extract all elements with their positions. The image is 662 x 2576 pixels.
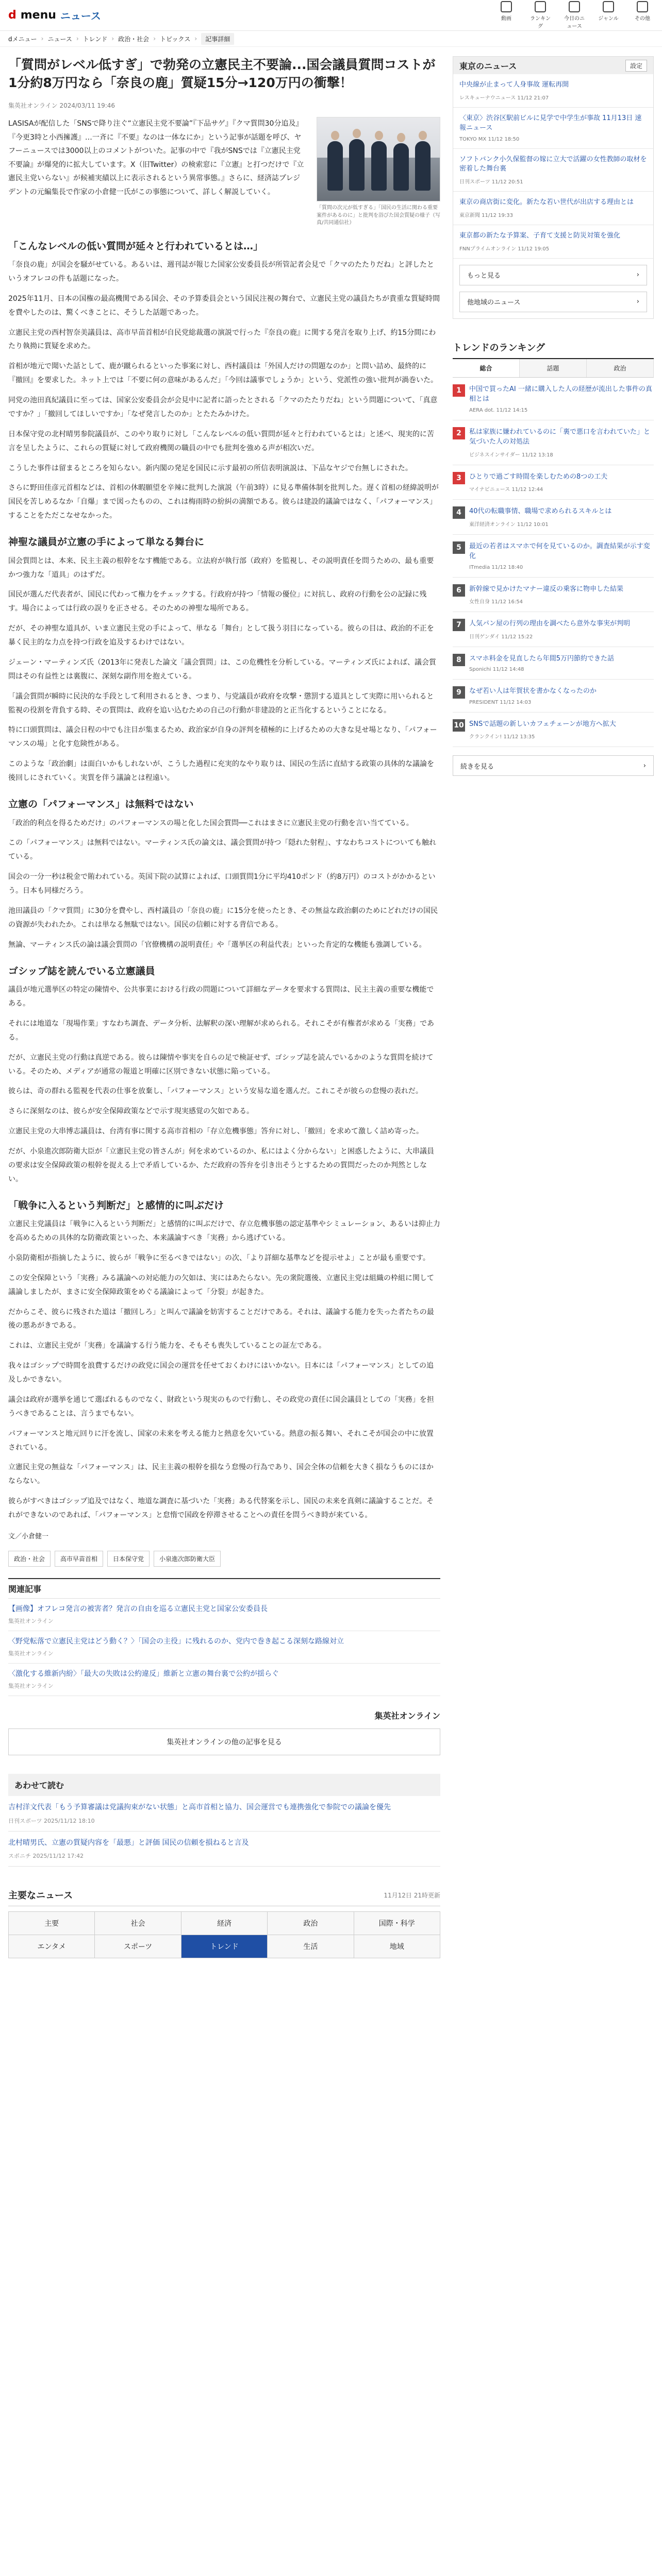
tokyo-more-button[interactable]: もっと見る ›: [459, 265, 647, 285]
ranking-source: クランクイン! 11/12 13:35: [469, 734, 535, 740]
ranking-number: 2: [453, 427, 465, 439]
category-4[interactable]: 国際・科学: [354, 1912, 440, 1935]
ranking-body: [469, 654, 614, 673]
breadcrumb-item-dmenu[interactable]: dメニュー: [8, 35, 37, 43]
tokyo-news-title: 東京のニュース: [459, 61, 517, 71]
chevron-right-icon: ›: [643, 761, 646, 770]
tokyo-news-list: [453, 74, 653, 259]
author-signature: 文／小倉健一: [8, 1532, 49, 1540]
article-paragraph: 議会は政府が選挙を通じて選ばれるものでなく、財政という現実のもので行動し、その政党の責任に国会議員としての「実務」を担うべきであることは、言うまでもない。: [8, 1395, 434, 1418]
publisher-name: 集英社オンライン: [374, 1710, 440, 1721]
tokyo-news-source: TOKYO MX 11/12 18:50: [459, 136, 520, 142]
section-title: 「戦争に入るという判断だ」と感情的に叫ぶだけ: [8, 1199, 224, 1211]
breadcrumb-item-news[interactable]: ニュース: [47, 35, 72, 43]
related-item[interactable]: [8, 1664, 440, 1696]
ranking-body: [469, 472, 607, 493]
photo-caption: 「質問の次元が低すぎる」「国民の生活に関わる重要案件があるのに」と批判を浴びた国会質疑の様子（写真/共同通信社）: [317, 205, 440, 226]
ranking-item[interactable]: [453, 378, 654, 420]
ranking-title: 新幹線で見かけたマナー違反の乗客に物申した結果: [469, 585, 624, 593]
publisher-more-button[interactable]: 集英社オンラインの他の記事を見る: [8, 1728, 440, 1755]
ranking-body: [469, 686, 597, 705]
ranking-heading: トレンドのランキング: [453, 335, 654, 359]
area-setting-button[interactable]: 設定: [625, 60, 647, 72]
ranking-title: 最近の若者はスマホで何を見ているのか。調査結果が示す変化: [469, 542, 650, 561]
category-9[interactable]: 地域: [354, 1935, 440, 1958]
article-lead: LASISAが配信した「SNSで降り注ぐ“立憲民主党不要論”『下品サゲ』『クマ質問30分追及』『今更3時と小西擁護』…一斉に『不要』なのは一体なにか」という記事が話題を呼び、ヤフーニュースでは3000以上のコメントがついた。記事の中で『我がSNSでは『立憲民主党 不要論』が爆発的に拡大しています。X（旧Twitter）の検索窓に『立憲』と打つだけで『立憲民主党いらない』が候補実績以上に表示されるという異常事態。』さらに、経済誌プレジデントの元編集長で作家の小倉健一氏がこの事態について、詳しく解説していく。: [8, 120, 304, 196]
ranking-number: 7: [453, 619, 465, 631]
ranking-source: AERA dot. 11/12 14:15: [469, 407, 528, 413]
related-list: [8, 1599, 440, 1696]
nav-genre[interactable]: ジャンル: [597, 1, 620, 29]
category-6[interactable]: スポーツ: [95, 1935, 181, 1958]
article-tags: [8, 1551, 440, 1567]
ranking-title: スマホ料金を見直したら年間5万円節約できた話: [469, 654, 615, 663]
article-paragraph: 無論、マーティンス氏の論は議会質問の「官僚機構の説明責任」や「選挙区の利益代表」といった肯定的な機能も強調している。: [8, 940, 426, 949]
article-photo: [317, 117, 440, 227]
recommend-heading: あわせて読む: [8, 1774, 440, 1796]
related-title: 〈野党転落で立憲民主党はどう動く？〉「国会の主役」に残れるのか、党内で巻き起こる深刻な路線対立: [8, 1637, 344, 1646]
article-title: 「質問がレベル低すぎ」で勃発の立憲民主不要論...国会議員質問コストが1分約8万円なら「奈良の鹿」質疑15分→120万円の衝撃！: [8, 57, 436, 90]
ranking-title: SNSで話題の新しいカフェチェーンが地方へ拡大: [469, 720, 616, 728]
related-item[interactable]: [8, 1599, 440, 1631]
article-paragraph: これは、立憲民主党が「実務」を議論する行う能力を、そもそも喪失していることの証左である。: [8, 1342, 326, 1350]
tokyo-news-source: 日刊スポーツ 11/12 20:51: [459, 179, 523, 185]
tag-takaichi[interactable]: 高市早苗首相: [55, 1551, 103, 1567]
ranking-source: マイナビニュース 11/12 12:44: [469, 487, 543, 493]
ranking-title: なぜ若い人は年賀状を書かなくなったのか: [469, 687, 597, 696]
ranking-number: 5: [453, 541, 465, 554]
article-paragraph: 我々はゴシップで時間を浪費するだけの政党に国会の運営を任せておくわけにはいかない。日本には「パフォーマンス」としての追及しかできない。: [8, 1362, 434, 1384]
article-paragraph: 「奈良の鹿」が国会を騒がせている。あるいは、週刊誌が報じた国家公安委員長が所管記者会見で「クマのたたりだね」と評したというオフレコの件も話題になった。: [8, 261, 434, 283]
article-paragraph: 「政治的利点を得るためだけ」のパフォーマンスの場と化した国会質問──これはまさに立憲民主党の行動を言い当てている。: [8, 819, 413, 827]
article-paragraph: 国会の一分一秒は税金で賄われている。英国下院の試算によれば、口頭質問1分に平均410ポンド（約8万円）のコストがかかるという。日本も同様だろう。: [8, 873, 436, 895]
ranking-source: ITmedia 11/12 18:40: [469, 564, 523, 570]
article-paragraph: それには地道な「現場作業」すなわち調査、データ分析、法解釈の深い理解が求められる。それこそが有権者が求める「実務」である。: [8, 1019, 434, 1042]
sidebar: [453, 56, 654, 1958]
related-source: 集英社オンライン: [8, 1650, 54, 1657]
ranking-number: 10: [453, 719, 465, 732]
related-source: 集英社オンライン: [8, 1617, 54, 1624]
ranking-body: [469, 506, 611, 528]
article-paragraph: 同党の池田真紀議員に至っては、国家公安委員会が会見中に記者に語ったとされる「クマのたたりだね」という問題について、「真意ですか？」「撤回してほしいですか」「なぜ発言したのか」とたたみかけた。: [8, 396, 438, 418]
article-paragraph: だからこそ、彼らに残された道は「撤回しろ」と叫んで議論を妨害することだけである。それは、議論する能力を失った者たちの最後の悪あがきである。: [8, 1308, 434, 1330]
ranking-list: [453, 378, 654, 748]
section-title: ゴシップ誌を読んでいる立憲議員: [8, 965, 155, 977]
news-categories: [8, 1911, 440, 1958]
ranking-item[interactable]: [453, 578, 654, 613]
ranking-number: 9: [453, 686, 465, 699]
chevron-right-icon: ›: [636, 271, 639, 279]
ranking-source: 東洋経済オンライン 11/12 10:01: [469, 521, 549, 528]
breadcrumb-item-topics[interactable]: トピックス: [160, 35, 191, 43]
chevron-right-icon: ›: [111, 35, 114, 42]
site-logo[interactable]: [8, 8, 101, 23]
tab-overall[interactable]: 総合: [453, 359, 520, 377]
article-paragraph: 首相が地元で聞いた話として、鹿が蹴られるといった事案に対し、西村議員は「外国人だけの問題なのか」と問い詰め、最終的に『撤回』を要求した。ネット上では「不要に何の意味があるんだ」「今回は議事でしょうか」という、党派性の強い批判が渦巻いた。: [8, 362, 438, 385]
ranking-title: 人気パン屋の行列の理由を調べたら意外な事実が判明: [469, 620, 631, 628]
news-icon: [569, 1, 580, 12]
category-3[interactable]: 政治: [268, 1912, 354, 1935]
article-paragraph: 立憲民主党議員は「戦争に入るという判断だ」と感情的に叫ぶだけで、存立危機事態の認定基準やシミュレーション、あるいは抑止力を高めるための具体的な防衛政策といった、本来議論すべき「実務」から逃げている。: [8, 1220, 440, 1243]
article-paragraph: 池田議員の「クマ質問」に30分を費やし、西村議員の「奈良の鹿」に15分を使ったとき、その無益な政治劇のためにどれだけの国民の資源が失われたか。これは単なる無駄ではない。国民の信頼に対する背信である。: [8, 906, 438, 929]
ranking-item[interactable]: [453, 535, 654, 578]
major-news-time: 11月12日 21時更新: [384, 1891, 440, 1899]
photo-image: [317, 117, 440, 201]
article-paragraph: この「パフォーマンス」は無料ではない。マーティンス氏の論文は、議会質問が持つ「隠れた射程」、すなわちコストについても触れている。: [8, 839, 437, 861]
chevron-right-icon: ›: [76, 35, 79, 42]
ranking-title: 私は家族に嫌われているのに「裏で悪口を言われていた」と気づいた人の対処法: [469, 428, 651, 446]
article-main: [8, 56, 440, 1958]
ranking-title: ひとりで過ごす時間を楽しむための8つの工夫: [469, 472, 608, 481]
article-paragraph: ジェーン・マーティンズ氏（2013年に発表した論文「議会質問」は、この危機性を分析している。マーティンズ氏によれば、議会質問はその有益性とは裏腹に、深刻な副作用を抱えている。: [8, 658, 436, 681]
article-paragraph: パフォーマンスと地元回りに汗を流し、国家の未来を考える能力と熱意を欠いている。熱意の振る舞い、それこそが国会の中に放置されている。: [8, 1429, 434, 1452]
breadcrumb-item-trend[interactable]: トレンド: [82, 35, 108, 43]
category-7[interactable]: トレンド: [181, 1935, 268, 1958]
ranking-source: ビジネスインサイダー 11/12 13:18: [469, 452, 553, 458]
article-paragraph: 立憲民主党の大串博志議員は、台湾有事に関する高市首相の「存立危機事態」答弁に対し、「撤回」を求めて激しく詰め寄った。: [8, 1127, 423, 1136]
chevron-right-icon: ›: [153, 35, 156, 42]
ranking-body: [469, 384, 654, 413]
ranking-body: [469, 541, 654, 570]
article-paragraph: 議員が地元選挙区の特定の陳情や、公共事業における行政の問題について詳細なデータを要求する質問は、民主主義の重要な機能である。: [8, 986, 434, 1008]
tokyo-news-source: FNNプライムオンライン 11/12 19:05: [459, 246, 550, 252]
major-news-header: [8, 1888, 440, 1906]
breadcrumb-item-politics[interactable]: 政治・社会: [118, 35, 150, 43]
article-paragraph: 日本保守党の北村晴男参院議員が、このやり取りに対し「こんなレベルの低い質問が延々と行われているとは」と述べ、現実的に苦言を呈したように、これらの質疑に対して政府機関の職員の中でも批判を強める声が相次いだ。: [8, 430, 434, 452]
tab-topic[interactable]: 話題: [520, 359, 587, 377]
ranking-source: 日刊ゲンダイ 11/12 15:22: [469, 634, 533, 640]
article-body: [8, 240, 440, 1522]
tokyo-news-item[interactable]: [453, 108, 653, 149]
tokyo-news-title: ソフトバンク小久保監督の嫁に立大で活躍の女性教師の取材を密着した舞台裏: [459, 155, 647, 173]
ranking-item[interactable]: [453, 465, 654, 500]
recommend-title: 北村晴男氏、立憲の質疑内容を「最悪」と評価 国民の信頼を損ねると言及: [8, 1838, 249, 1847]
tag-hoshuto[interactable]: 日本保守党: [107, 1551, 150, 1567]
article-paragraph: このような「政治劇」は面白いかもしれないが、こうした過程に充実的なやり取りは、国民の生活に直結する政策の具体的な議論を後回しにされていく。実質を伴う議論とは程遠い。: [8, 760, 434, 783]
tokyo-news-item[interactable]: [453, 225, 653, 259]
tokyo-news-title: 〈東京〉渋谷区駅前ビルに見学で中学生が事故 11月13日 速報ニュース: [459, 114, 642, 132]
other-area-button[interactable]: 他地域のニュース ›: [459, 292, 647, 312]
logo-d: d: [8, 9, 16, 22]
ranking-source: PRESIDENT 11/12 14:03: [469, 699, 532, 705]
tokyo-news-header: [453, 57, 653, 74]
ranking-tabs: [453, 359, 654, 378]
ranking-title: 40代の転職事情、職場で求められるスキルとは: [469, 507, 612, 516]
ranking-item[interactable]: [453, 420, 654, 465]
ranking-icon: [535, 1, 546, 12]
recommend-title: 吉村洋文代表「もう予算審議は党議拘束がない状態」と高市首相と協力、国会運営でも連携強化で参院での議論を優先: [8, 1803, 391, 1811]
section-title: 「こんなレベルの低い質問が延々と行われているとは…」: [8, 240, 263, 252]
ranking-item[interactable]: [453, 612, 654, 647]
ranking-number: 8: [453, 654, 465, 666]
article-paragraph: 小泉防衛相が指摘したように、彼らが「戦争に至るべきではない」の次、「より詳細な基準などを提示せよ」ことが最も重要です。: [8, 1253, 430, 1262]
article-paragraph: 2025年11月、日本の国権の最高機関である国会、その予算委員会という国民注視の舞台で、立憲民主党の議員たちが貴重な質疑時間を費やしたのは、驚くべきことに、そうした話題であった。: [8, 294, 440, 317]
nav-other[interactable]: その他: [631, 1, 654, 29]
tokyo-news-source: 東京新聞 11/12 19:33: [459, 213, 513, 219]
ranking-body: [469, 619, 630, 640]
ranking-box: [453, 335, 654, 776]
article-paragraph: 立憲民主党の無益な「パフォーマンス」は、民主主義の根幹を損なう怠慢の行為であり、国会全体の信頼を大きく損なうものにほかならない。: [8, 1463, 434, 1486]
tokyo-news-source: レスキューナウニュース 11/12 21:07: [459, 95, 549, 101]
ranking-body: [469, 427, 654, 458]
nav-today[interactable]: 今日のニュース: [563, 1, 586, 29]
logo-menu: menu: [20, 9, 56, 22]
tokyo-news-title: 東京の商店街に変化。新たな若い世代が出店する理由とは: [459, 198, 634, 207]
tokyo-news-box: [453, 56, 654, 319]
header-nav: [495, 1, 654, 29]
menu-icon: [637, 1, 648, 12]
related-title: 〈激化する維新内紛〉「最大の失敗は公約違反」維新と立憲の舞台裏で公約が揺らぐ: [8, 1669, 279, 1678]
ranking-source: 女性自身 11/12 16:54: [469, 599, 523, 605]
article-paragraph: さらに野田佳彦元首相などは、首相の休暇願望を辛辣に批判した演説（午前3時）に見る準備体制を批判した。遅く首相の経緯説明が国民を苦しめるなか「自爆」まで図ったものの、これは梅雨時の紛糾の満額である。彼らは建設的議論ではなく、「パフォーマンス」することをただこなせなかった。: [8, 484, 439, 520]
related-title: 【画像】オフレコ発言の被害者？発言の自由を巡る立憲民主党と国家公安委員長: [8, 1604, 268, 1613]
major-news-title: 主要なニュース: [8, 1890, 73, 1902]
tab-politics[interactable]: 政治: [587, 359, 654, 377]
recommend-item[interactable]: [8, 1832, 440, 1867]
ranking-number: 4: [453, 506, 465, 519]
article-lead-section: [8, 117, 440, 227]
site-header: [0, 0, 662, 31]
section-title: 神聖な議員が立憲の手によって単なる舞台に: [8, 536, 205, 548]
section-title: 立憲の「パフォーマンス」は無料ではない: [8, 798, 194, 810]
tokyo-news-item[interactable]: [453, 192, 653, 225]
category-2[interactable]: 経済: [181, 1912, 268, 1935]
article-paragraph: こうした事件は留まるところを知らない。新内閣の発足を国民に示す最初の所信表明演説は、下品なヤジで台無しにされた。: [8, 464, 412, 472]
category-5[interactable]: エンタメ: [9, 1935, 95, 1958]
article-paragraph: さらに深刻なのは、彼らが安全保障政策などで示す現実感覚の欠如である。: [8, 1107, 254, 1116]
tokyo-news-item[interactable]: [453, 74, 653, 108]
nav-ranking[interactable]: ランキング: [529, 1, 552, 29]
article-paragraph: だが、立憲民主党の行動は真逆である。彼らは陳情や事実を自らの足で検証せず、ゴシップ誌を読んでいるかのような質問を続けている。そのため、メディアが通常の報道と明確に区別できない状態に陥っている。: [8, 1053, 434, 1076]
category-8[interactable]: 生活: [268, 1935, 354, 1958]
article-paragraph: 「議会質問が瞬時に民決的な手段として利用されるとき、つまり、与党議員が政府を攻撃・懲罰する道具として実際に用いられると監視の役割を背負する時、その質問は、政府を追い込むための自己の行動が非建設的と正当化するということになる。: [8, 692, 434, 715]
related-heading: 関連記事: [8, 1578, 440, 1599]
chevron-right-icon: ›: [194, 35, 197, 42]
ranking-body: [469, 584, 623, 605]
tag-politics[interactable]: 政治・社会: [8, 1551, 51, 1567]
article-meta: 集英社オンライン 2024/03/11 19:46: [8, 102, 115, 109]
tokyo-news-title: 中央線が止まって人身事故 運転再開: [459, 81, 569, 89]
article-paragraph: だが、その神聖な道具が、いま立憲民主党の手によって、単なる「舞台」として扱う羽目になっている。彼らの目は、政治的不正を暴く民主的な力点を持つ行政を追及するわけではない。: [8, 624, 434, 647]
article-paragraph: 彼らがすべきはゴシップ追及ではなく、地道な調査に基づいた「実務」ある代替案を示し、国民の未来を真剣に議論することだ。それができないのであれば、「パフォーマンス」と怠惰で国政を停滞させることへの責任を問うべき時が来ている。: [8, 1497, 434, 1520]
tokyo-news-item[interactable]: [453, 149, 653, 192]
article-paragraph: 彼らは、奇の群れる監視を代表の仕事を放棄し、「パフォーマンス」という安易な道を選んだ。これこそが彼らの怠慢の表れだ。: [8, 1087, 423, 1096]
video-icon: [501, 1, 512, 12]
logo-news: ニュース: [60, 10, 101, 22]
breadcrumb-current: 記事詳細: [201, 33, 234, 45]
nav-video[interactable]: 動画: [495, 1, 518, 29]
recommend-item[interactable]: [8, 1796, 440, 1832]
chevron-right-icon: ›: [636, 298, 639, 306]
ranking-item[interactable]: [453, 500, 654, 535]
article-paragraph: 国会質問とは、本来、民主主義の根幹をなす機能である。立法府が執行部（政府）を監視し、その説明責任を問うための、最も重要かつ強力な「道具」のはずだ。: [8, 556, 434, 579]
ranking-item[interactable]: [453, 647, 654, 680]
ranking-number: 3: [453, 472, 465, 484]
article-paragraph: 立憲民主党の西村智奈美議員は、高市早苗首相が自民党総裁選の演説で行った『奈良の鹿』に関する発言を取り上げ、約15分間にわたり執拗に質疑を求めた。: [8, 328, 436, 351]
recommend-list: [8, 1796, 440, 1867]
breadcrumb: [0, 31, 662, 47]
genre-icon: [603, 1, 614, 12]
category-1[interactable]: 社会: [95, 1912, 181, 1935]
recommend-source: スポニチ 2025/11/12 17:42: [8, 1853, 84, 1860]
ranking-number: 1: [453, 384, 465, 397]
article-paragraph: だが、小泉進次郎防衛大臣が「立憲民主党の皆さんが」何を求めているのか、私にはよく分からない」と困惑したように、大串議員の要求は安全保障政策の根幹を捉える上で矛盾しているか、ただ政府の答弁を引き出そうとするための質問だったのか判然としない。: [8, 1147, 434, 1183]
article-paragraph: 国民が選んだ代表者が、国民に代わって権力をチェックする。行政府が持つ「情報の優位」に対抗し、政府の行動を公の記録に残す。場合によっては行政の誤りを正させる。そのための神聖な場所である。: [8, 590, 427, 613]
related-item[interactable]: [8, 1631, 440, 1664]
ranking-body: [469, 719, 616, 740]
article-paragraph: 特に口頭質問は、議会日程の中でも注目が集まるため、政治家が自身の評判を積極的に上げるための大きな見せ場となり、「パフォーマンスの場」と化す危険性がある。: [8, 726, 437, 749]
tokyo-news-title: 東京都の新たな予算案、子育て支援と防災対策を強化: [459, 232, 621, 240]
tag-koizumi[interactable]: 小泉進次郎防衛大臣: [154, 1551, 221, 1567]
category-0[interactable]: 主要: [9, 1912, 95, 1935]
recommend-source: 日刊スポーツ 2025/11/12 18:10: [8, 1817, 95, 1824]
ranking-source: Sponichi 11/12 14:48: [469, 667, 524, 673]
ranking-item[interactable]: [453, 713, 654, 748]
related-source: 集英社オンライン: [8, 1682, 54, 1689]
ranking-number: 6: [453, 584, 465, 597]
chevron-right-icon: ›: [41, 35, 44, 42]
ranking-more-button[interactable]: 続きを見る ›: [453, 755, 654, 776]
article-paragraph: この安全保障という「実務」みる議論への対応能力の欠如は、実にはあたらない。先の衆院選後、立憲民主党は組織の枠組に関して議論しましたが、まさに安全保障政策をめぐる議論によって「分裂」が起きた。: [8, 1274, 434, 1296]
ranking-item[interactable]: [453, 680, 654, 713]
ranking-title: 中国で買ったAI 一緒に購入した人の経歴が流出した事件の真相とは: [469, 385, 652, 403]
